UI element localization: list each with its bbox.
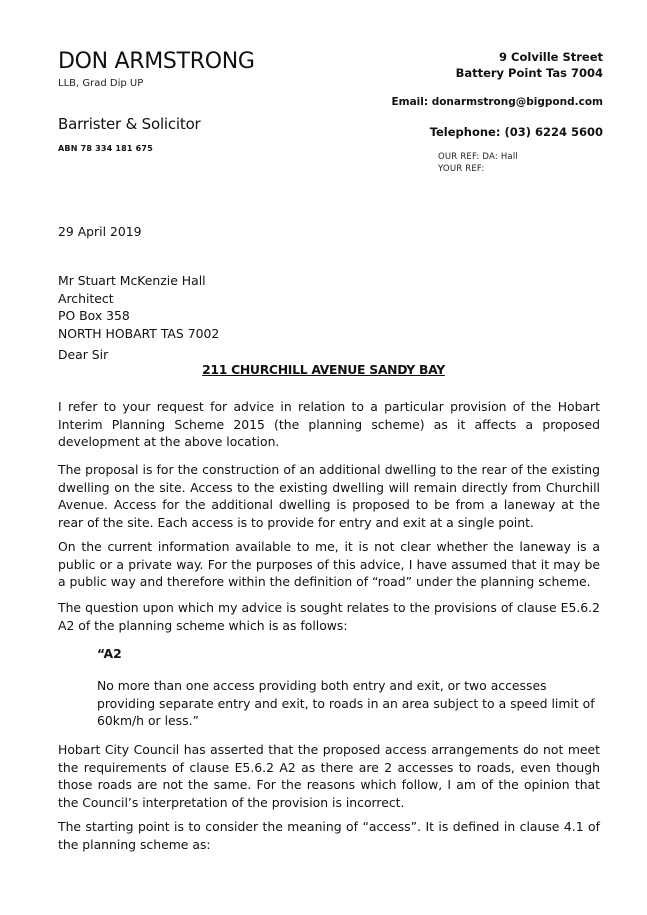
recipient-line: PO Box 358 xyxy=(58,308,130,324)
paragraph: I refer to your request for advice in relation to a particular provision of the Hobart Interim Planning Scheme 2015 (the planning scheme) as it affects a proposed development at the above location. xyxy=(58,399,600,450)
subject-heading: 211 CHURCHILL AVENUE SANDY BAY xyxy=(202,362,445,377)
letterhead-city: Battery Point Tas 7004 xyxy=(455,66,603,80)
quote-text: No more than one access providing both entry and exit, or two accesses providing separate entry and exit, to roads in an area subject to a speed limit of 60km/h or less.” xyxy=(97,678,595,729)
letterhead-email: Email: donarmstrong@bigpond.com xyxy=(391,96,603,108)
paragraph: On the current information available to me, it is not clear whether the laneway is a public or a private way. For the purposes of this advice, I have assumed that it may be a public way and therefore within the definition of “road” under the planning scheme. xyxy=(58,539,600,590)
your-reference: YOUR REF: xyxy=(438,164,485,174)
letterhead-qualifications: LLB, Grad Dip UP xyxy=(58,78,144,89)
recipient-line: Architect xyxy=(58,290,114,306)
paragraph: The proposal is for the construction of an additional dwelling to the rear of the existing dwelling on the site. Access to the existing dwelling will remain directly from Churchill Avenue. Access for the additional dwelling is proposed to be from a laneway at the rear of the site. Each access is to provide for entry and exit at a single point. xyxy=(58,462,600,530)
letterhead-street: 9 Colville Street xyxy=(499,50,603,64)
paragraph: The question upon which my advice is sought relates to the provisions of clause E5.6.2 A2 of the planning scheme which is as follows: xyxy=(58,600,600,633)
recipient-address xyxy=(58,272,600,342)
letter-date: 29 April 2019 xyxy=(58,224,142,239)
recipient-line: Mr Stuart McKenzie Hall xyxy=(58,273,206,288)
letterhead-title: Barrister & Solicitor xyxy=(58,115,201,133)
letterhead-name: DON ARMSTRONG xyxy=(58,49,255,74)
our-reference: OUR REF: DA: Hall xyxy=(438,152,518,162)
recipient-line: NORTH HOBART TAS 7002 xyxy=(58,325,220,341)
paragraph: Hobart City Council has asserted that the proposed access arrangements do not meet the requirements of clause E5.6.2 A2 as there are 2 accesses to roads, even though those roads are not the same. For the reasons which follow, I am of the opinion that the Council’s interpretation of the provision is incorrect. xyxy=(58,742,600,810)
paragraph: The starting point is to consider the meaning of “access”. It is defined in clause 4.1 of the planning scheme as: xyxy=(58,819,600,852)
quote-heading: “A2 xyxy=(97,646,122,661)
letterhead-abn: ABN 78 334 181 675 xyxy=(58,144,153,153)
salutation: Dear Sir xyxy=(58,347,109,362)
letterhead-telephone: Telephone: (03) 6224 5600 xyxy=(429,125,603,139)
reference-block xyxy=(438,151,518,175)
